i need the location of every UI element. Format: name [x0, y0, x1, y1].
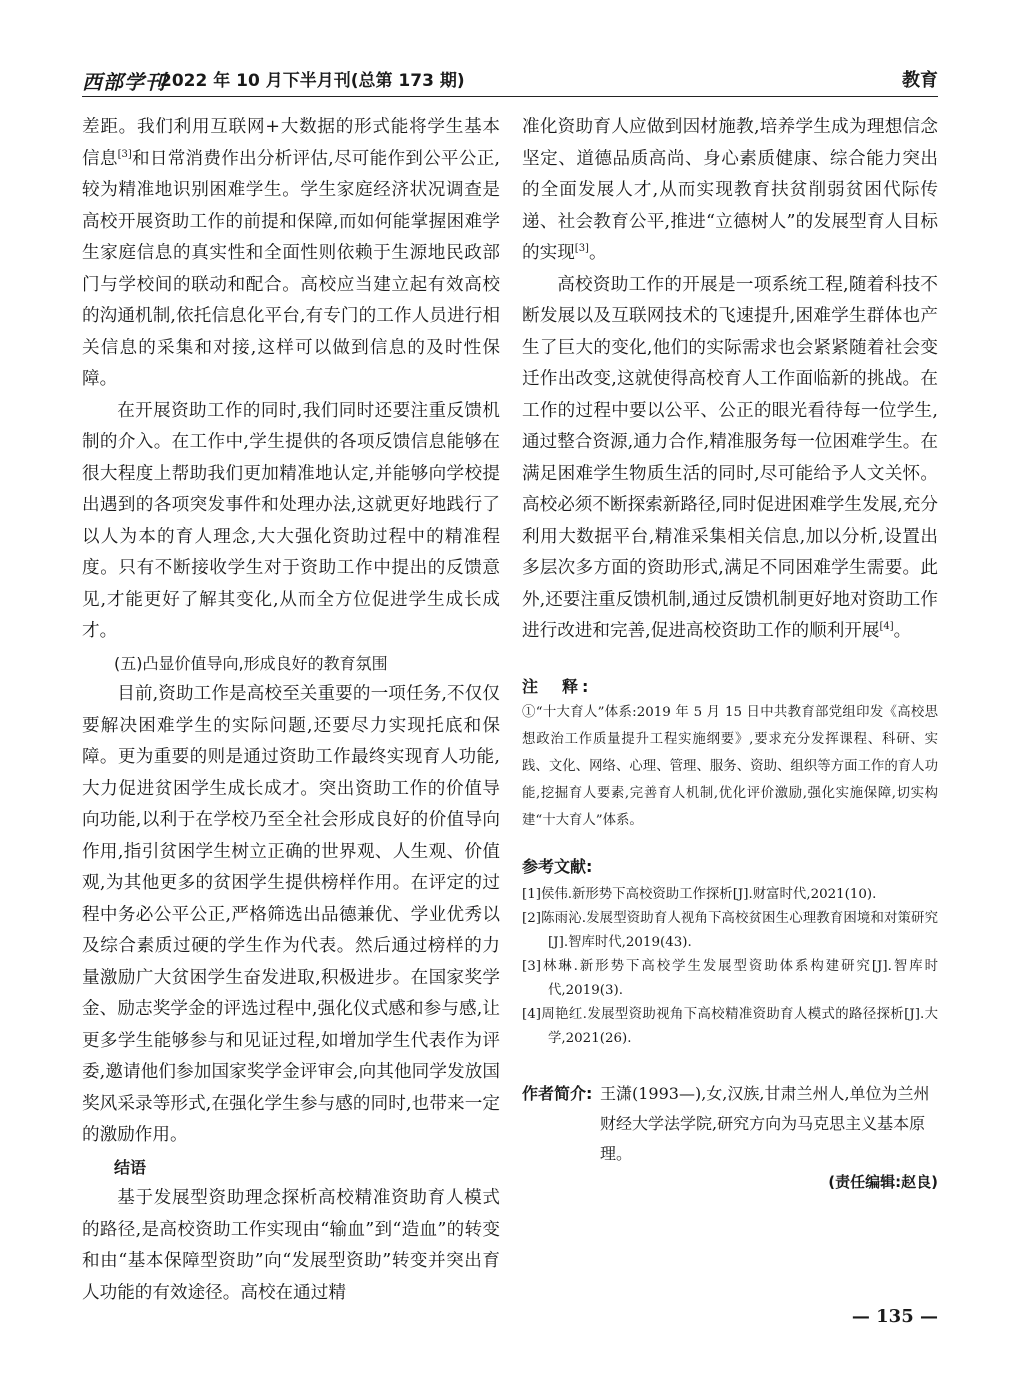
paragraph: 目前,资助工作是高校至关重要的一项任务,不仅仅要解决困难学生的实际问题,还要尽力实现托底和保障。更为重要的则是通过资助工作最终实现育人功能,大力促进贫困学生成长成才。突出资助工作的价值导向功能,以利于在学校乃至全社会形成良好的价值导向作用,指引贫困学生树立正确的世界观、人生观、价值观,为其他更多的贫困学生提供榜样作用。在评定的过程中务必公平公正,严格筛选出品德兼优、学业优秀以及综合素质过硬的学生作为代表。然后通过榜样的力量激励广大贫困学生奋发进取,积极进步。在国家奖学金、励志奖学金的评选过程中,强化仪式感和参与感,让更多学生能够参与和见证过程,如增加学生代表作为评委,邀请他们参加国家奖学金评审会,向其他同学发放国奖风采录等形式,在强化学生参与感的同时,也带来一定的激励作用。 [82, 684, 500, 1145]
editor-credit: (责任编辑:赵良) [828, 1172, 938, 1191]
paragraph-text: 。 [893, 621, 912, 641]
reference-item: [4]周艳红.发展型资助视角下高校精准资助育人模式的路径探析[J].大学,2021(26). [522, 1006, 938, 1046]
paragraph [522, 270, 938, 648]
header-rule [82, 96, 938, 97]
paragraph: 在开展资助工作的同时,我们同时还要注重反馈机制的介入。在工作中,学生提供的各项反馈信息能够在很大程度上帮助我们更加精准地认定,并能够向学校提出遇到的各项突发事件和处理办法,这就更好地践行了以人为本的育人理念,大大强化资助过程中的精准程度。只有不断接收学生对于资助工作中提出的反馈意见,才能更好了解其变化,从而全方位促进学生成长成才。 [82, 400, 500, 641]
note-item: ①“十大育人”体系:2019 年 5 月 15 日中共教育部党组印发《高校思想政治工作质量提升工程实施纲要》,要求充分发挥课程、科研、实践、文化、网络、心理、管理、服务、资助、组织等方面工作的育人功能,挖掘育人要素,完善育人机制,优化评价激励,强化实施保障,切实构建“十大育人”体系。 [522, 704, 938, 828]
citation: [3] [117, 148, 132, 160]
page-number: — 135 — [851, 1306, 938, 1327]
reference-item: [1]侯伟.新形势下高校资助工作探析[J].财富时代,2021(10). [522, 886, 877, 902]
paragraph [82, 112, 500, 396]
paragraph-text: 准化资助育人应做到因材施教,培养学生成为理想信念坚定、道德品质高尚、身心素质健康、综合能力突出的全面发展人才,从而实现教育扶贫削弱贫困代际传递、社会教育公平,推进“立德树人”的发展型育人目标的实现 [522, 117, 938, 263]
author-text: 王潇(1993—),女,汉族,甘肃兰州人,单位为兰州财经大学法学院,研究方向为马克思主义基本原理。 [600, 1083, 930, 1163]
right-column [522, 112, 938, 1192]
paragraph-text: 和日常消费作出分析评估,尽可能作到公平公正,较为精准地识别困难学生。学生家庭经济状况调查是高校开展资助工作的前提和保障,而如何能掌握困难学生家庭信息的真实性和全面性则依赖于生源地民政部门与学校间的联动和配合。高校应当建立起有效高校的沟通机制,依托信息化平台,有专门的工作人员进行相关信息的采集和对接,这样可以做到信息的及时性保障。 [82, 148, 500, 389]
paragraph-text: 。 [588, 243, 607, 263]
conclusion-heading: 结语 [114, 1157, 147, 1177]
page-header [82, 62, 938, 94]
author-bio [522, 1079, 938, 1169]
notes-heading: 注 释: [522, 676, 593, 696]
section-heading: (五)凸显价值导向,形成良好的教育氛围 [114, 653, 388, 673]
paragraph-text: 差距。我们利用互联网+大数据的形式能将学生基本信息 [82, 117, 500, 169]
citation: [3] [574, 243, 589, 255]
author-label: 作者简介: [522, 1083, 593, 1103]
section-label: 教育 [902, 70, 938, 91]
references-heading: 参考文献: [522, 856, 593, 876]
issue-info: 2022 年 10 月下半月刊(总第 173 期) [160, 71, 465, 91]
left-column [82, 112, 500, 1309]
paragraph-text: 高校资助工作的开展是一项系统工程,随着科技不断发展以及互联网技术的飞速提升,困难学生群体也产生了巨大的变化,他们的实际需求也会紧紧随着社会变迁作出改变,这就使得高校育人工作面临新的挑战。在工作的过程中要以公平、公正的眼光看待每一位学生,通过整合资源,通力合作,精准服务每一位困难学生。在满足困难学生物质生活的同时,尽可能给予人文关怀。高校必须不断探索新路径,同时促进困难学生发展,充分利用大数据平台,精准采集相关信息,加以分析,设置出多层次多方面的资助形式,满足不同困难学生需要。此外,还要注重反馈机制,通过反馈机制更好地对资助工作进行改进和完善,促进高校资助工作的顺利开展 [522, 274, 938, 641]
reference-item: [2]陈雨沁.发展型资助育人视角下高校贫困生心理教育困境和对策研究[J].智库时代,2019(43). [522, 910, 938, 950]
paragraph [522, 112, 938, 270]
reference-item: [3]林琳.新形势下高校学生发展型资助体系构建研究[J].智库时代,2019(3). [522, 958, 938, 998]
paragraph: 基于发展型资助理念探析高校精准资助育人模式的路径,是高校资助工作实现由“输血”到“造血”的转变和由“基本保障型资助”向“发展型资助”转变并突出育人功能的有效途径。高校在通过精 [82, 1188, 500, 1303]
citation: [4] [879, 621, 894, 633]
journal-logo: 西部学刊 [82, 70, 166, 94]
